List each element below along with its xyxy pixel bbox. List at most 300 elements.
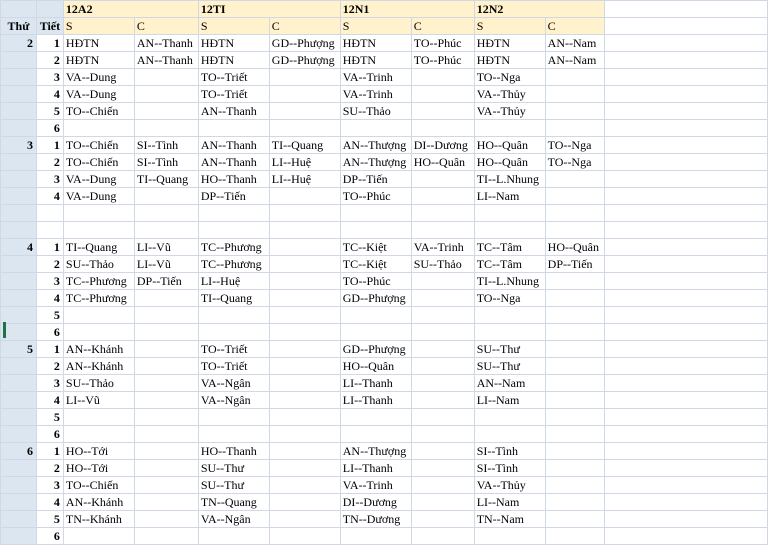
empty-cell[interactable] bbox=[604, 409, 767, 426]
sub-header-s[interactable]: S bbox=[198, 18, 269, 35]
tiet-cell[interactable]: 1 bbox=[36, 443, 63, 460]
schedule-cell[interactable]: HO--Thanh bbox=[198, 171, 269, 188]
schedule-cell[interactable] bbox=[411, 477, 474, 494]
schedule-cell[interactable]: VA--Thủy bbox=[474, 103, 545, 120]
schedule-cell[interactable]: GD--Phượng bbox=[340, 341, 411, 358]
schedule-cell[interactable]: HO--Thanh bbox=[198, 443, 269, 460]
schedule-cell[interactable]: VA--Dung bbox=[63, 86, 134, 103]
thu-cell[interactable] bbox=[1, 375, 37, 392]
thu-cell[interactable] bbox=[1, 120, 37, 137]
tiet-cell[interactable]: 3 bbox=[36, 477, 63, 494]
corner-cell[interactable] bbox=[36, 1, 63, 18]
thu-header[interactable]: Thứ bbox=[1, 18, 37, 35]
schedule-cell[interactable] bbox=[340, 324, 411, 341]
empty-cell[interactable] bbox=[604, 205, 767, 222]
schedule-cell[interactable]: VA--Dung bbox=[63, 171, 134, 188]
schedule-cell[interactable] bbox=[269, 375, 340, 392]
schedule-cell[interactable] bbox=[269, 409, 340, 426]
empty-cell[interactable] bbox=[604, 477, 767, 494]
schedule-cell[interactable] bbox=[134, 443, 198, 460]
schedule-cell[interactable]: SU--Thảo bbox=[340, 103, 411, 120]
schedule-cell[interactable] bbox=[269, 307, 340, 324]
schedule-cell[interactable]: TO--Nga bbox=[545, 154, 604, 171]
tiet-cell[interactable] bbox=[36, 205, 63, 222]
schedule-cell[interactable] bbox=[134, 307, 198, 324]
schedule-cell[interactable]: DP--Tiến bbox=[134, 273, 198, 290]
tiet-cell[interactable]: 2 bbox=[36, 52, 63, 69]
thu-cell[interactable] bbox=[1, 409, 37, 426]
schedule-cell[interactable]: SI--Tình bbox=[134, 137, 198, 154]
schedule-cell[interactable]: LI--Vũ bbox=[63, 392, 134, 409]
schedule-cell[interactable] bbox=[411, 528, 474, 545]
schedule-cell[interactable]: AN--Thanh bbox=[198, 137, 269, 154]
empty-cell[interactable] bbox=[604, 511, 767, 528]
schedule-cell[interactable] bbox=[545, 375, 604, 392]
thu-cell[interactable] bbox=[1, 171, 37, 188]
thu-cell[interactable] bbox=[1, 358, 37, 375]
schedule-cell[interactable] bbox=[411, 375, 474, 392]
tiet-cell[interactable]: 1 bbox=[36, 137, 63, 154]
schedule-cell[interactable] bbox=[269, 239, 340, 256]
schedule-cell[interactable]: SU--Thảo bbox=[411, 256, 474, 273]
schedule-cell[interactable]: TO--Nga bbox=[545, 137, 604, 154]
schedule-cell[interactable] bbox=[134, 511, 198, 528]
schedule-cell[interactable]: SI--Tình bbox=[474, 460, 545, 477]
schedule-cell[interactable] bbox=[134, 426, 198, 443]
empty-cell[interactable] bbox=[604, 69, 767, 86]
schedule-cell[interactable] bbox=[411, 290, 474, 307]
schedule-cell[interactable]: TN--Nam bbox=[474, 511, 545, 528]
schedule-cell[interactable] bbox=[269, 103, 340, 120]
schedule-cell[interactable]: LI--Huệ bbox=[269, 154, 340, 171]
schedule-cell[interactable] bbox=[269, 477, 340, 494]
schedule-cell[interactable]: HO--Quân bbox=[340, 358, 411, 375]
schedule-cell[interactable] bbox=[474, 426, 545, 443]
schedule-cell[interactable]: LI--Nam bbox=[474, 392, 545, 409]
schedule-cell[interactable] bbox=[411, 86, 474, 103]
schedule-cell[interactable] bbox=[134, 86, 198, 103]
schedule-cell[interactable] bbox=[545, 392, 604, 409]
class-header-12ti[interactable]: 12TI bbox=[198, 1, 340, 18]
tiet-cell[interactable]: 6 bbox=[36, 324, 63, 341]
schedule-cell[interactable] bbox=[269, 86, 340, 103]
schedule-cell[interactable]: SU--Thư bbox=[198, 477, 269, 494]
schedule-cell[interactable] bbox=[198, 307, 269, 324]
schedule-cell[interactable] bbox=[269, 460, 340, 477]
schedule-cell[interactable]: AN--Nam bbox=[545, 35, 604, 52]
tiet-cell[interactable]: 3 bbox=[36, 171, 63, 188]
schedule-cell[interactable] bbox=[411, 307, 474, 324]
empty-cell[interactable] bbox=[604, 86, 767, 103]
schedule-cell[interactable] bbox=[545, 273, 604, 290]
thu-cell[interactable] bbox=[1, 426, 37, 443]
schedule-cell[interactable]: VA--Trinh bbox=[340, 69, 411, 86]
schedule-cell[interactable]: TI--Quang bbox=[134, 171, 198, 188]
schedule-cell[interactable]: AN--Thượng bbox=[340, 154, 411, 171]
sub-header-s[interactable]: S bbox=[63, 18, 134, 35]
schedule-cell[interactable]: SU--Thư bbox=[474, 358, 545, 375]
empty-cell[interactable] bbox=[604, 290, 767, 307]
thu-cell[interactable] bbox=[1, 307, 37, 324]
tiet-cell[interactable]: 4 bbox=[36, 86, 63, 103]
schedule-cell[interactable] bbox=[63, 307, 134, 324]
schedule-cell[interactable] bbox=[134, 120, 198, 137]
schedule-cell[interactable] bbox=[411, 69, 474, 86]
schedule-cell[interactable] bbox=[198, 324, 269, 341]
empty-cell[interactable] bbox=[604, 1, 767, 18]
empty-cell[interactable] bbox=[604, 494, 767, 511]
schedule-cell[interactable] bbox=[545, 528, 604, 545]
schedule-cell[interactable] bbox=[411, 341, 474, 358]
schedule-cell[interactable]: LI--Thanh bbox=[340, 392, 411, 409]
schedule-cell[interactable]: HĐTN bbox=[198, 52, 269, 69]
schedule-cell[interactable] bbox=[340, 205, 411, 222]
empty-cell[interactable] bbox=[604, 426, 767, 443]
tiet-cell[interactable]: 5 bbox=[36, 307, 63, 324]
schedule-cell[interactable]: HO--Quân bbox=[545, 239, 604, 256]
schedule-cell[interactable] bbox=[269, 511, 340, 528]
tiet-cell[interactable]: 2 bbox=[36, 154, 63, 171]
thu-cell[interactable] bbox=[1, 392, 37, 409]
schedule-cell[interactable]: AN--Khánh bbox=[63, 494, 134, 511]
schedule-cell[interactable] bbox=[545, 103, 604, 120]
schedule-cell[interactable] bbox=[474, 307, 545, 324]
schedule-cell[interactable]: TC--Kiệt bbox=[340, 256, 411, 273]
schedule-cell[interactable]: TN--Khánh bbox=[63, 511, 134, 528]
schedule-cell[interactable] bbox=[134, 477, 198, 494]
schedule-cell[interactable] bbox=[545, 324, 604, 341]
schedule-cell[interactable] bbox=[134, 69, 198, 86]
sub-header-c[interactable]: C bbox=[269, 18, 340, 35]
schedule-cell[interactable] bbox=[269, 290, 340, 307]
schedule-cell[interactable] bbox=[340, 426, 411, 443]
schedule-cell[interactable] bbox=[198, 120, 269, 137]
schedule-cell[interactable] bbox=[545, 358, 604, 375]
schedule-cell[interactable]: GD--Phượng bbox=[269, 35, 340, 52]
schedule-cell[interactable]: VA--Trinh bbox=[340, 86, 411, 103]
schedule-cell[interactable]: SI--Tình bbox=[474, 443, 545, 460]
tiet-cell[interactable]: 1 bbox=[36, 35, 63, 52]
thu-cell[interactable] bbox=[1, 528, 37, 545]
schedule-cell[interactable] bbox=[134, 358, 198, 375]
schedule-cell[interactable]: SU--Thư bbox=[198, 460, 269, 477]
class-header-12n1[interactable]: 12N1 bbox=[340, 1, 474, 18]
thu-cell[interactable]: 3 bbox=[1, 137, 37, 154]
schedule-cell[interactable] bbox=[63, 120, 134, 137]
schedule-cell[interactable] bbox=[269, 69, 340, 86]
schedule-cell[interactable] bbox=[340, 409, 411, 426]
tiet-cell[interactable]: 5 bbox=[36, 511, 63, 528]
schedule-cell[interactable] bbox=[545, 494, 604, 511]
schedule-cell[interactable]: VA--Trinh bbox=[340, 477, 411, 494]
schedule-cell[interactable] bbox=[545, 171, 604, 188]
sub-header-s[interactable]: S bbox=[474, 18, 545, 35]
schedule-cell[interactable]: HO--Tới bbox=[63, 460, 134, 477]
empty-cell[interactable] bbox=[604, 120, 767, 137]
empty-cell[interactable] bbox=[604, 35, 767, 52]
schedule-cell[interactable] bbox=[340, 222, 411, 239]
schedule-cell[interactable]: VA--Ngân bbox=[198, 511, 269, 528]
schedule-cell[interactable] bbox=[411, 511, 474, 528]
schedule-cell[interactable]: DP--Tiến bbox=[198, 188, 269, 205]
schedule-cell[interactable]: TI--Quang bbox=[198, 290, 269, 307]
thu-cell[interactable] bbox=[1, 290, 37, 307]
schedule-cell[interactable]: VA--Thủy bbox=[474, 477, 545, 494]
schedule-cell[interactable]: AN--Thanh bbox=[198, 154, 269, 171]
schedule-cell[interactable] bbox=[269, 324, 340, 341]
schedule-cell[interactable]: LI--Huệ bbox=[269, 171, 340, 188]
schedule-cell[interactable]: TN--Dương bbox=[340, 511, 411, 528]
thu-cell[interactable]: 5 bbox=[1, 341, 37, 358]
schedule-cell[interactable] bbox=[340, 307, 411, 324]
empty-cell[interactable] bbox=[604, 460, 767, 477]
empty-cell[interactable] bbox=[604, 528, 767, 545]
schedule-cell[interactable] bbox=[269, 528, 340, 545]
schedule-cell[interactable]: HĐTN bbox=[474, 35, 545, 52]
schedule-cell[interactable] bbox=[411, 443, 474, 460]
schedule-cell[interactable]: HĐTN bbox=[198, 35, 269, 52]
schedule-cell[interactable] bbox=[411, 188, 474, 205]
schedule-cell[interactable]: LI--Huệ bbox=[198, 273, 269, 290]
empty-cell[interactable] bbox=[604, 324, 767, 341]
empty-cell[interactable] bbox=[604, 341, 767, 358]
class-header-12a2[interactable]: 12A2 bbox=[63, 1, 198, 18]
schedule-cell[interactable] bbox=[134, 222, 198, 239]
schedule-cell[interactable]: AN--Khánh bbox=[63, 341, 134, 358]
tiet-cell[interactable]: 2 bbox=[36, 256, 63, 273]
schedule-cell[interactable]: SU--Thư bbox=[474, 341, 545, 358]
schedule-cell[interactable]: VA--Dung bbox=[63, 69, 134, 86]
tiet-cell[interactable]: 6 bbox=[36, 528, 63, 545]
schedule-cell[interactable]: TC--Phương bbox=[63, 290, 134, 307]
tiet-cell[interactable]: 1 bbox=[36, 239, 63, 256]
empty-cell[interactable] bbox=[604, 103, 767, 120]
schedule-cell[interactable]: AN--Thanh bbox=[134, 52, 198, 69]
schedule-cell[interactable] bbox=[269, 205, 340, 222]
schedule-cell[interactable] bbox=[269, 426, 340, 443]
schedule-cell[interactable] bbox=[63, 222, 134, 239]
thu-cell[interactable] bbox=[1, 188, 37, 205]
schedule-cell[interactable] bbox=[411, 494, 474, 511]
schedule-cell[interactable]: TO--Triết bbox=[198, 358, 269, 375]
tiet-cell[interactable]: 6 bbox=[36, 426, 63, 443]
schedule-cell[interactable]: AN--Thanh bbox=[134, 35, 198, 52]
schedule-cell[interactable]: LI--Thanh bbox=[340, 375, 411, 392]
schedule-cell[interactable] bbox=[545, 188, 604, 205]
thu-cell[interactable]: 6 bbox=[1, 443, 37, 460]
schedule-cell[interactable]: TO--Phúc bbox=[411, 35, 474, 52]
schedule-cell[interactable]: AN--Thượng bbox=[340, 137, 411, 154]
schedule-cell[interactable] bbox=[340, 120, 411, 137]
thu-cell[interactable] bbox=[1, 477, 37, 494]
schedule-cell[interactable] bbox=[474, 409, 545, 426]
schedule-cell[interactable]: HĐTN bbox=[63, 35, 134, 52]
empty-cell[interactable] bbox=[604, 239, 767, 256]
schedule-cell[interactable]: HĐTN bbox=[63, 52, 134, 69]
schedule-cell[interactable]: LI--Nam bbox=[474, 494, 545, 511]
schedule-cell[interactable]: LI--Vũ bbox=[134, 256, 198, 273]
schedule-cell[interactable] bbox=[474, 205, 545, 222]
empty-cell[interactable] bbox=[604, 375, 767, 392]
schedule-cell[interactable]: TO--Nga bbox=[474, 69, 545, 86]
schedule-cell[interactable]: DI--Dương bbox=[340, 494, 411, 511]
schedule-cell[interactable] bbox=[474, 528, 545, 545]
schedule-cell[interactable]: TN--Quang bbox=[198, 494, 269, 511]
schedule-cell[interactable] bbox=[269, 443, 340, 460]
schedule-cell[interactable] bbox=[269, 273, 340, 290]
schedule-cell[interactable]: SU--Thảo bbox=[63, 375, 134, 392]
schedule-cell[interactable] bbox=[411, 120, 474, 137]
schedule-cell[interactable]: TC--Kiệt bbox=[340, 239, 411, 256]
schedule-cell[interactable] bbox=[134, 103, 198, 120]
schedule-cell[interactable]: DI--Dương bbox=[411, 137, 474, 154]
schedule-cell[interactable]: TO--Triết bbox=[198, 69, 269, 86]
class-header-12n2[interactable]: 12N2 bbox=[474, 1, 604, 18]
schedule-cell[interactable] bbox=[134, 409, 198, 426]
schedule-cell[interactable]: GD--Phượng bbox=[269, 52, 340, 69]
empty-cell[interactable] bbox=[604, 154, 767, 171]
schedule-cell[interactable]: AN--Khánh bbox=[63, 358, 134, 375]
schedule-cell[interactable]: TC--Phương bbox=[63, 273, 134, 290]
thu-cell[interactable] bbox=[1, 205, 37, 222]
schedule-cell[interactable]: TI--Quang bbox=[63, 239, 134, 256]
schedule-cell[interactable]: TI--L.Nhung bbox=[474, 171, 545, 188]
schedule-cell[interactable]: TO--Phúc bbox=[411, 52, 474, 69]
thu-cell[interactable] bbox=[1, 69, 37, 86]
schedule-cell[interactable] bbox=[411, 358, 474, 375]
schedule-cell[interactable]: TO--Chiến bbox=[63, 103, 134, 120]
empty-cell[interactable] bbox=[604, 222, 767, 239]
schedule-cell[interactable] bbox=[269, 256, 340, 273]
schedule-cell[interactable]: TC--Phương bbox=[198, 239, 269, 256]
thu-cell[interactable] bbox=[1, 460, 37, 477]
schedule-cell[interactable]: GD--Phượng bbox=[340, 290, 411, 307]
thu-cell[interactable] bbox=[1, 256, 37, 273]
schedule-cell[interactable]: TO--Chiến bbox=[63, 137, 134, 154]
schedule-cell[interactable] bbox=[474, 222, 545, 239]
schedule-cell[interactable]: VA--Thủy bbox=[474, 86, 545, 103]
empty-cell[interactable] bbox=[604, 273, 767, 290]
schedule-cell[interactable]: AN--Thanh bbox=[198, 103, 269, 120]
schedule-cell[interactable] bbox=[545, 341, 604, 358]
corner-cell[interactable] bbox=[1, 1, 37, 18]
schedule-cell[interactable]: VA--Trinh bbox=[411, 239, 474, 256]
schedule-cell[interactable]: HĐTN bbox=[474, 52, 545, 69]
schedule-cell[interactable] bbox=[545, 426, 604, 443]
schedule-cell[interactable] bbox=[545, 290, 604, 307]
schedule-cell[interactable]: HO--Quân bbox=[411, 154, 474, 171]
empty-cell[interactable] bbox=[604, 392, 767, 409]
schedule-cell[interactable] bbox=[474, 120, 545, 137]
schedule-cell[interactable]: HO--Quân bbox=[474, 137, 545, 154]
schedule-cell[interactable] bbox=[134, 528, 198, 545]
schedule-cell[interactable]: SU--Thảo bbox=[63, 256, 134, 273]
schedule-cell[interactable] bbox=[134, 188, 198, 205]
schedule-cell[interactable] bbox=[134, 375, 198, 392]
empty-cell[interactable] bbox=[604, 52, 767, 69]
schedule-cell[interactable] bbox=[134, 290, 198, 307]
schedule-cell[interactable] bbox=[198, 528, 269, 545]
schedule-cell[interactable]: LI--Vũ bbox=[134, 239, 198, 256]
thu-cell[interactable] bbox=[1, 86, 37, 103]
empty-cell[interactable] bbox=[604, 137, 767, 154]
schedule-cell[interactable]: TO--Triết bbox=[198, 86, 269, 103]
schedule-cell[interactable] bbox=[411, 426, 474, 443]
thu-cell[interactable] bbox=[1, 222, 37, 239]
schedule-cell[interactable] bbox=[411, 409, 474, 426]
empty-cell[interactable] bbox=[604, 307, 767, 324]
schedule-cell[interactable]: LI--Nam bbox=[474, 188, 545, 205]
tiet-cell[interactable] bbox=[36, 222, 63, 239]
tiet-cell[interactable]: 5 bbox=[36, 409, 63, 426]
tiet-cell[interactable]: 4 bbox=[36, 188, 63, 205]
thu-cell[interactable]: 4 bbox=[1, 239, 37, 256]
schedule-cell[interactable]: VA--Ngân bbox=[198, 392, 269, 409]
empty-cell[interactable] bbox=[604, 443, 767, 460]
schedule-cell[interactable] bbox=[269, 494, 340, 511]
thu-cell[interactable]: 2 bbox=[1, 35, 37, 52]
schedule-cell[interactable] bbox=[63, 409, 134, 426]
schedule-cell[interactable] bbox=[134, 205, 198, 222]
schedule-cell[interactable] bbox=[134, 392, 198, 409]
tiet-header[interactable]: Tiết bbox=[36, 18, 63, 35]
schedule-cell[interactable]: TO--Phúc bbox=[340, 188, 411, 205]
schedule-cell[interactable] bbox=[269, 358, 340, 375]
schedule-cell[interactable] bbox=[545, 409, 604, 426]
schedule-cell[interactable]: TO--Phúc bbox=[340, 273, 411, 290]
schedule-cell[interactable] bbox=[545, 86, 604, 103]
empty-cell[interactable] bbox=[604, 188, 767, 205]
schedule-cell[interactable]: TI--Quang bbox=[269, 137, 340, 154]
thu-cell[interactable] bbox=[1, 52, 37, 69]
tiet-cell[interactable]: 4 bbox=[36, 392, 63, 409]
schedule-cell[interactable] bbox=[198, 426, 269, 443]
schedule-cell[interactable]: SI--Tình bbox=[134, 154, 198, 171]
schedule-cell[interactable]: HO--Tới bbox=[63, 443, 134, 460]
schedule-cell[interactable] bbox=[269, 341, 340, 358]
schedule-cell[interactable]: TC--Phương bbox=[198, 256, 269, 273]
schedule-cell[interactable]: TO--Chiến bbox=[63, 154, 134, 171]
tiet-cell[interactable]: 5 bbox=[36, 103, 63, 120]
thu-cell[interactable] bbox=[1, 103, 37, 120]
sub-header-c[interactable]: C bbox=[411, 18, 474, 35]
schedule-cell[interactable] bbox=[340, 528, 411, 545]
tiet-cell[interactable]: 3 bbox=[36, 375, 63, 392]
schedule-cell[interactable]: VA--Ngân bbox=[198, 375, 269, 392]
schedule-cell[interactable]: AN--Nam bbox=[474, 375, 545, 392]
schedule-cell[interactable]: HĐTN bbox=[340, 35, 411, 52]
schedule-cell[interactable]: TO--Nga bbox=[474, 290, 545, 307]
schedule-cell[interactable] bbox=[474, 324, 545, 341]
schedule-cell[interactable]: TC--Tâm bbox=[474, 256, 545, 273]
schedule-cell[interactable] bbox=[63, 324, 134, 341]
sub-header-s[interactable]: S bbox=[340, 18, 411, 35]
schedule-cell[interactable] bbox=[63, 426, 134, 443]
sub-header-c[interactable]: C bbox=[545, 18, 604, 35]
tiet-cell[interactable]: 4 bbox=[36, 494, 63, 511]
schedule-cell[interactable] bbox=[545, 222, 604, 239]
schedule-cell[interactable]: AN--Nam bbox=[545, 52, 604, 69]
empty-cell[interactable] bbox=[604, 18, 767, 35]
thu-cell[interactable] bbox=[1, 154, 37, 171]
schedule-cell[interactable]: VA--Dung bbox=[63, 188, 134, 205]
tiet-cell[interactable]: 3 bbox=[36, 273, 63, 290]
schedule-cell[interactable] bbox=[134, 494, 198, 511]
schedule-cell[interactable] bbox=[63, 528, 134, 545]
tiet-cell[interactable]: 2 bbox=[36, 358, 63, 375]
empty-cell[interactable] bbox=[604, 171, 767, 188]
thu-cell[interactable] bbox=[1, 494, 37, 511]
